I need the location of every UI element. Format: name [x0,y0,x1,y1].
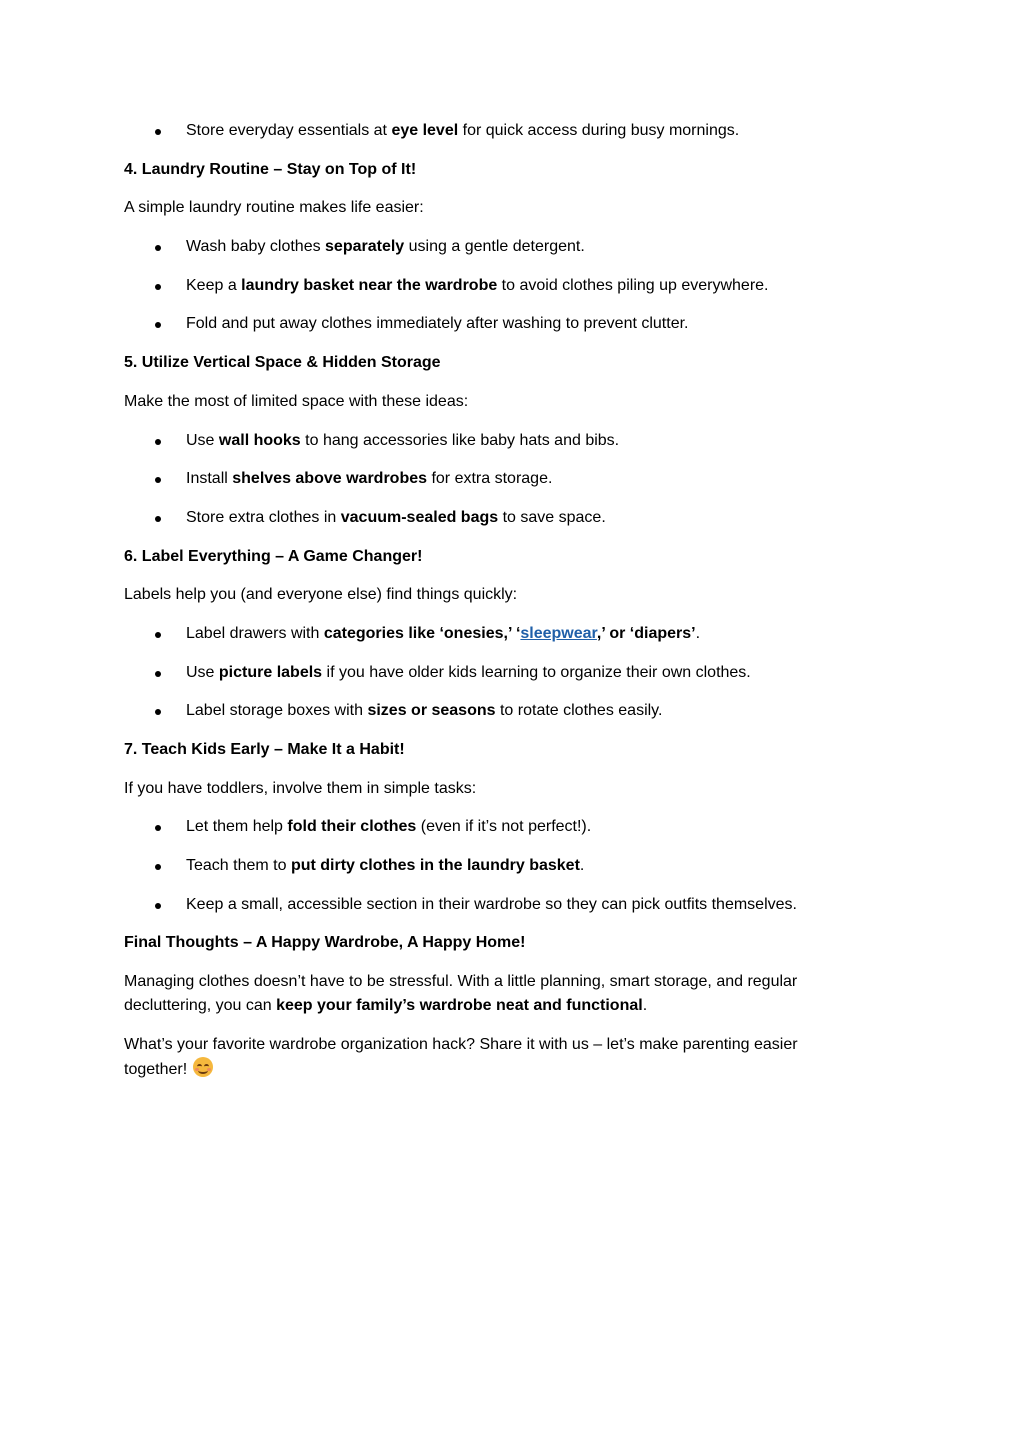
list-item: Use wall hooks to hang accessories like baby hats and bibs. [124,429,864,453]
bullet-icon [155,903,161,909]
bullet-icon [155,284,161,290]
bullet-icon [155,709,161,715]
section-heading: 4. Laundry Routine – Stay on Top of It! [124,160,417,178]
bullet-icon [155,322,161,328]
bullet-icon [155,245,161,251]
section-intro: Make the most of limited space with these ideas: [124,392,469,410]
bullet-icon [155,439,161,445]
section-heading: Final Thoughts – A Happy Wardrobe, A Happy Home! [124,934,526,952]
bullet-icon [155,864,161,870]
section-heading: 5. Utilize Vertical Space & Hidden Storage [124,354,441,372]
document-page [124,119,864,1097]
sleepwear-link[interactable]: sleepwear [520,624,597,642]
list-item: Wash baby clothes separately using a gentle detergent. [124,235,864,259]
bullet-icon [155,516,161,522]
bullet-icon [155,671,161,677]
final-paragraph: Managing clothes doesn’t have to be stressful. With a little planning, smart storage, and regular decluttering, you can keep your family’s wardrobe neat and functional. [124,973,798,1015]
bullet-icon [155,477,161,483]
smiling-face-icon [193,1057,213,1077]
section-heading: 6. Label Everything – A Game Changer! [124,547,423,565]
list-item: Keep a laundry basket near the wardrobe to avoid clothes piling up everywhere. [124,274,864,298]
list-item: Label storage boxes with sizes or seasons to rotate clothes easily. [124,699,864,723]
list-item: Let them help fold their clothes (even if it’s not perfect!). [124,815,864,839]
section-intro: A simple laundry routine makes life easier: [124,199,424,217]
bullet-icon [155,825,161,831]
list-item: Keep a small, accessible section in their wardrobe so they can pick outfits themselves. [124,893,864,917]
list-item: Teach them to put dirty clothes in the laundry basket. [124,854,864,878]
section-intro: Labels help you (and everyone else) find things quickly: [124,586,518,604]
list-item: Install shelves above wardrobes for extra storage. [124,467,864,491]
section-heading: 7. Teach Kids Early – Make It a Habit! [124,741,405,758]
section-intro: If you have toddlers, involve them in simple tasks: [124,779,477,797]
list-item: Use picture labels if you have older kids learning to organize their own clothes. [124,661,864,685]
list-item: Label drawers with categories like ‘onesies,’ ‘sleepwear,’ or ‘diapers’. [124,622,864,646]
bullet-icon [155,632,161,638]
bullet-icon [155,129,161,135]
list-item: Store everyday essentials at eye level for quick access during busy mornings. [124,119,864,143]
list-item: Fold and put away clothes immediately after washing to prevent clutter. [124,312,864,336]
closing-paragraph: What’s your favorite wardrobe organization hack? Share it with us – let’s make parenting easier together! [124,1035,798,1078]
list-item: Store extra clothes in vacuum-sealed bags to save space. [124,506,864,530]
